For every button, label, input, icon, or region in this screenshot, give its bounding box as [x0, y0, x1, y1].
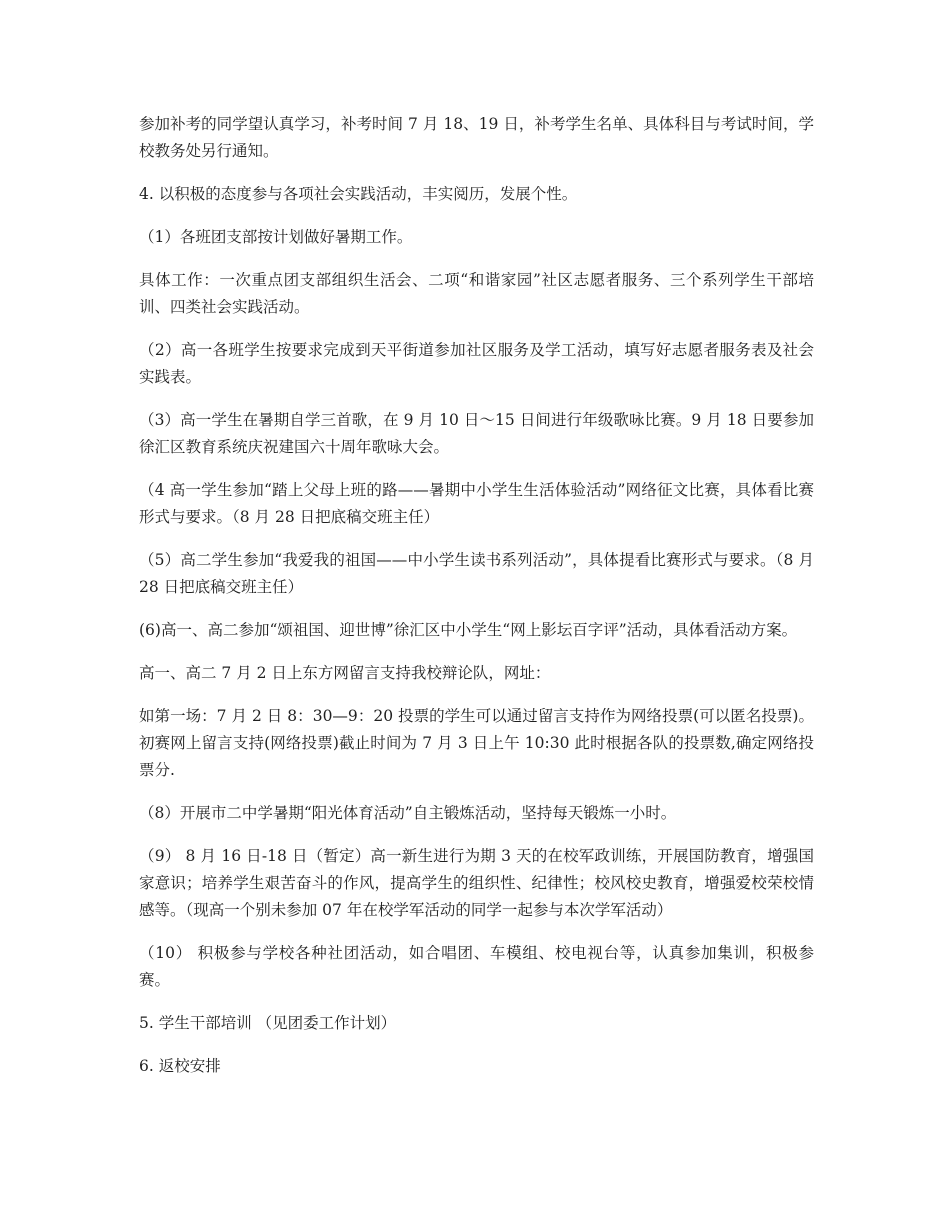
- paragraph-item-6: (6)高一、高二参加“颂祖国、迎世博”徐汇区中小学生“网上影坛百字评”活动，具体看活动方案。: [139, 621, 798, 639]
- paragraph-section-5: 5. 学生干部培训 （见团委工作计划）: [139, 1014, 397, 1032]
- paragraph-voting: 如第一场：7 月 2 日 8：30—9：20 投票的学生可以通过留言支持作为网络投票(可以匿名投票)。初赛网上留言支持(网络投票)截止时间为 7 月 3 日上午 10:30 此时根据各队的投票数,确定网络投票分.: [139, 707, 814, 779]
- document-body: [139, 111, 814, 1096]
- paragraph-item-10: （10） 积极参与学校各种社团活动，如合唱团、车模组、校电视台等，认真参加集训，积极参赛。: [139, 944, 814, 989]
- paragraph-item-9: （9） 8 月 16 日-18 日（暂定）高一新生进行为期 3 天的在校军政训练，开展国防教育，增强国家意识；培养学生艰苦奋斗的作风，提高学生的组织性、纪律性；校风校史教育，增强爱校荣校情感等。（现高一个别未参加 07 年在校学军活动的同学一起参与本次学军活动）: [139, 847, 814, 919]
- paragraph-section-4: 4. 以积极的态度参与各项社会实践活动，丰实阅历，发展个性。: [139, 185, 578, 203]
- paragraph-item-5: （5）高二学生参加“我爱我的祖国——中小学生读书系列活动”，具体提看比赛形式与要求。（8 月 28 日把底稿交班主任）: [139, 551, 814, 596]
- paragraph-item-2: （2）高一各班学生按要求完成到天平街道参加社区服务及学工活动，填写好志愿者服务表及社会实践表。: [139, 341, 814, 386]
- paragraph-makeup-exam: 参加补考的同学望认真学习，补考时间 7 月 18、19 日，补考学生名单、具体科目与考试时间，学校教务处另行通知。: [139, 115, 814, 160]
- paragraph-item-1: （1）各班团支部按计划做好暑期工作。: [139, 228, 413, 246]
- paragraph-debate-support: 高一、高二 7 月 2 日上东方网留言支持我校辩论队，网址：: [139, 664, 551, 682]
- paragraph-section-6: 6. 返校安排: [139, 1057, 221, 1075]
- paragraph-item-4: （4 高一学生参加“踏上父母上班的路——暑期中小学生生活体验活动”网络征文比赛，具体看比赛形式与要求。（8 月 28 日把底稿交班主任）: [139, 481, 814, 526]
- paragraph-specific-work: 具体工作：一次重点团支部组织生活会、二项“和谐家园”社区志愿者服务、三个系列学生干部培训、四类社会实践活动。: [139, 271, 814, 316]
- paragraph-item-8: （8）开展市二中学暑期“阳光体育活动”自主锻炼活动，坚持每天锻炼一小时。: [139, 804, 677, 822]
- paragraph-item-3: （3）高一学生在暑期自学三首歌，在 9 月 10 日～15 日间进行年级歌咏比赛。9 月 18 日要参加徐汇区教育系统庆祝建国六十周年歌咏大会。: [139, 411, 814, 456]
